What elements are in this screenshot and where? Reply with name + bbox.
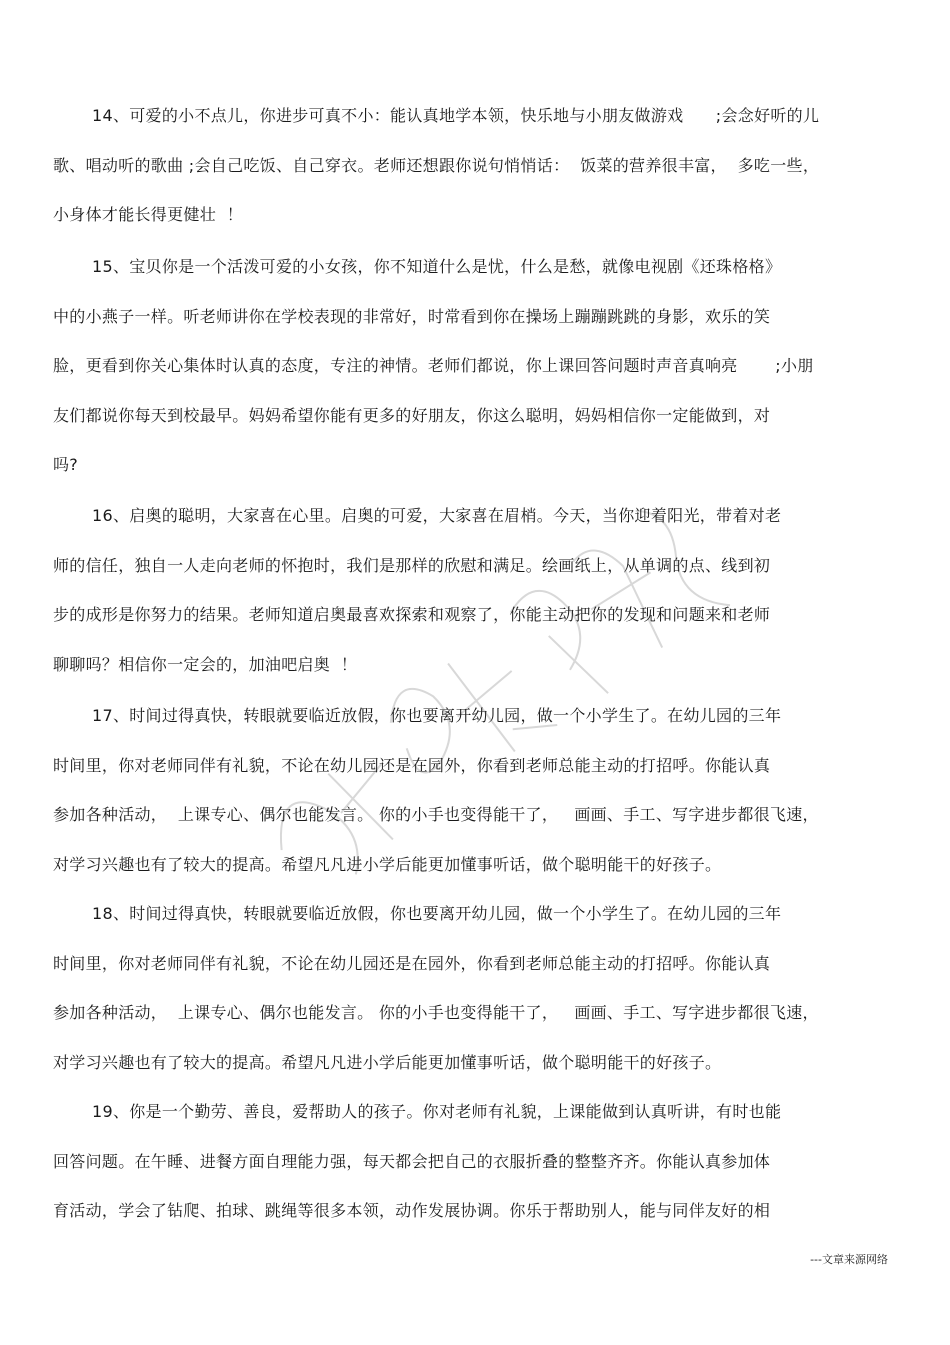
paragraph-line: 中的小燕子一样。听老师讲你在学校表现的非常好，时常看到你在操场上蹦蹦跳跳的身影，欢乐的笑 <box>53 306 771 326</box>
paragraph-line: 时间里，你对老师同伴有礼貌，不论在幼儿园还是在园外，你看到老师总能主动的打招呼。你能认真 <box>53 755 771 775</box>
paragraph-line: 步的成形是你努力的结果。老师知道启奥最喜欢探索和观察了，你能主动把你的发现和问题来和老师 <box>53 605 771 624</box>
paragraph-line: 14、可爱的小不点儿，你进步可真不小：能认真地学本领，快乐地与小朋友做游戏 ;会念好听的儿 <box>92 106 820 125</box>
paragraph-line: 19、你是一个勤劳、善良，爱帮助人的孩子。你对老师有礼貌，上课能做到认真听讲，有时也能 <box>92 1102 782 1121</box>
paragraph-line: 17、时间过得真快，转眼就要临近放假，你也要离开幼儿园，做一个小学生了。在幼儿园的三年 <box>92 706 782 725</box>
paragraph-line: 回答问题。在午睡、进餐方面自理能力强，每天都会把自己的衣服折叠的整整齐齐。你能认真参加体 <box>53 1151 771 1171</box>
paragraph-line: 对学习兴趣也有了较大的提高。希望凡凡进小学后能更加懂事听话，做个聪明能干的好孩子。 <box>53 1052 722 1072</box>
paragraph-line: 歌、唱动听的歌曲 ;会自己吃饭、自己穿衣。老师还想跟你说句悄悄话： 饭菜的营养很丰富， 多吃一些， <box>53 155 820 175</box>
paragraph-line: 育活动，学会了钻爬、拍球、跳绳等很多本领，动作发展协调。你乐于帮助别人，能与同伴友好的相 <box>53 1201 771 1220</box>
paragraph-line: 脸，更看到你关心集体时认真的态度，专注的神情。老师们都说，你上课回答问题时声音真响亮 ;小朋 <box>53 356 814 375</box>
paragraph-line: 小身体才能长得更健壮 ！ <box>53 205 244 224</box>
paragraph-line: 参加各种活动， 上课专心、偶尔也能发言。 你的小手也变得能干了， 画画、手工、写字进步都很飞速， <box>53 805 819 824</box>
paragraph-line: 参加各种活动， 上课专心、偶尔也能发言。 你的小手也变得能干了， 画画、手工、写字进步都很飞速， <box>53 1003 819 1022</box>
paragraph-line: 师的信任，独自一人走向老师的怀抱时，我们是那样的欣慰和满足。绘画纸上，从单调的点、线到初 <box>53 555 771 575</box>
paragraph-line: 对学习兴趣也有了较大的提高。希望凡凡进小学后能更加懂事听话，做个聪明能干的好孩子。 <box>53 854 722 874</box>
paragraph-line: 吗? <box>53 455 79 474</box>
paragraph-line: 16、启奥的聪明，大家喜在心里。启奥的可爱，大家喜在眉梢。今天，当你迎着阳光，带着对老 <box>92 506 782 525</box>
source-footer: ---文章来源网络 <box>810 1253 888 1266</box>
paragraph-line: 18、时间过得真快，转眼就要临近放假，你也要离开幼儿园，做一个小学生了。在幼儿园的三年 <box>92 904 782 923</box>
paragraph-line: 聊聊吗？相信你一定会的，加油吧启奥 ！ <box>53 654 358 674</box>
paragraph-line: 15、宝贝你是一个活泼可爱的小女孩，你不知道什么是忧，什么是愁，就像电视剧《还珠格格》 <box>92 257 782 276</box>
paragraph-line: 友们都说你每天到校最早。妈妈希望你能有更多的好朋友，你这么聪明，妈妈相信你一定能做到，对 <box>53 405 771 425</box>
watermark-stamp <box>190 470 810 910</box>
paragraph-line: 时间里，你对老师同伴有礼貌，不论在幼儿园还是在园外，你看到老师总能主动的打招呼。你能认真 <box>53 953 771 973</box>
